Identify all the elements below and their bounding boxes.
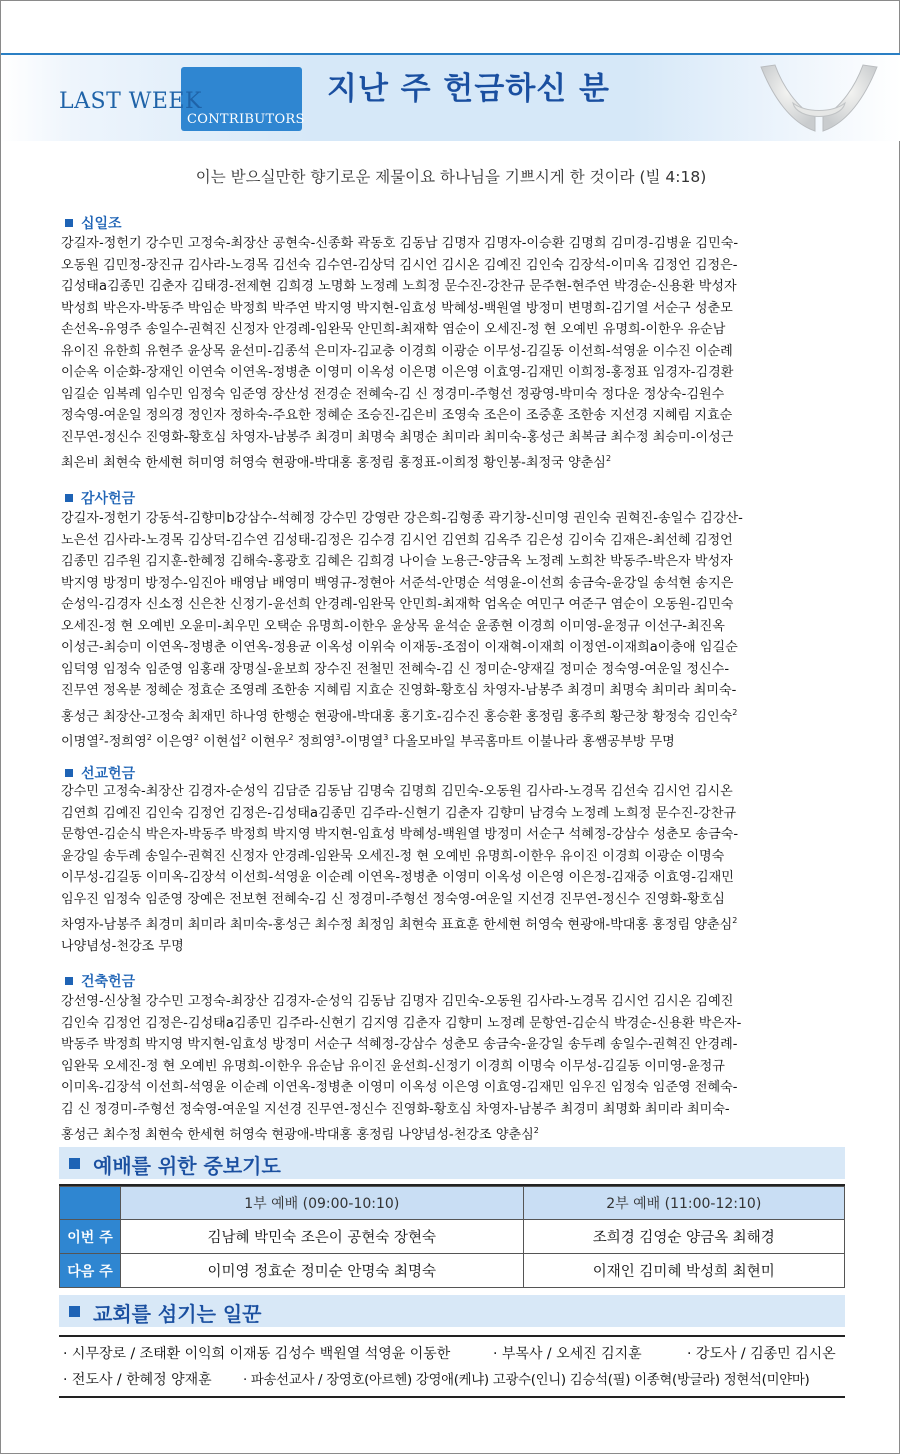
prayer-section-header <box>59 1147 845 1179</box>
name-line: 강수민 고정숙-최장산 김경자-순성익 김담준 김동남 김명숙 김명희 김민숙-오동원 김사라-노경목 김선숙 김시언 김시온 <box>61 784 733 799</box>
prayer-cell: 조희경 김영순 양금옥 최해경 <box>523 1220 844 1254</box>
name-line: 김성태a김종민 김춘자 김태경-전제현 김희경 노명화 노정례 노희정 문수진-강찬규 문주현-현주연 박경순-신용환 박성자 <box>61 279 737 294</box>
name-line: 최은비 최현숙 한세현 허미영 허영숙 현광애-박대홍 홍정림 홍정표-이희정 황인봉-최정국 양춘심$^2$ <box>61 454 612 471</box>
square-bullet-icon <box>65 977 73 985</box>
table-row <box>60 1254 845 1288</box>
name-line: 오세진-정 현 오예빈 오윤미-최우민 오택순 유명희-이한우 윤상목 윤석순 윤종현 이경희 이미영-윤정규 이선구-최진옥 <box>61 618 725 634</box>
table-row <box>60 1220 845 1254</box>
table-corner-cell <box>60 1187 121 1220</box>
prayer-cell: 김남혜 박민숙 조은이 공현숙 장현숙 <box>121 1220 524 1254</box>
tithe-names <box>61 233 851 474</box>
servants-row <box>59 1341 845 1367</box>
service2-header: 2부 예배 (11:00-12:10) <box>523 1187 844 1220</box>
name-line: 김인숙 김정언 김정은-김성태a김종민 김주라-신현기 김지영 김춘자 김향미 노정례 문항연-김순식 박경순-신용환 박은자- <box>61 1015 742 1031</box>
prayer-cell: 이재인 김미혜 박성희 최현미 <box>523 1254 844 1288</box>
name-line: 임길순 임복례 임수민 임정숙 임준영 장산성 전경순 전혜숙-김 신 정경미-주형선 정광영-박미숙 정다운 정상숙-김원수 <box>61 386 725 402</box>
square-bullet-icon <box>65 219 73 227</box>
english-label-contributors: CONTRIBUTORS <box>187 112 305 127</box>
name-line: 진무연-정신수 진영화-황호심 차영자-남봉주 최경미 최명숙 최명순 최미라 최미숙-홍성근 최복금 최수정 최승미-이성근 <box>61 429 734 445</box>
name-line: 노은선 김사라-노경목 김상덕-김수연 김성태-김정은 김수경 김시언 김연희 김옥주 김은성 김이숙 김재은-최선혜 김정언 <box>61 532 733 548</box>
name-line: 정숙영-여운일 정의경 정인자 정하숙-주요한 정혜순 조승진-김은비 조영숙 조은이 조중훈 조한송 지선경 지혜림 지효순 <box>61 408 733 423</box>
square-bullet-icon <box>69 1306 80 1317</box>
name-line: 강길자-정헌기 강동석-김향미b강삼수-석혜정 강수민 강영란 강은희-김형종 곽기창-신미영 권인숙 권혁진-송일수 김강산- <box>61 511 743 526</box>
service1-header: 1부 예배 (09:00-10:10) <box>121 1187 524 1220</box>
section-title-building: 건축헌금 <box>65 971 135 991</box>
name-line: 오동원 김민정-장진규 김사라-노경목 김선숙 김수연-김상덕 김시언 김시온 김예진 김인숙 김장석-이미옥 김정언 김정은- <box>61 257 738 273</box>
name-line: 임우진 임정숙 임준영 장예은 전보현 전혜숙-김 신 정경미-주형선 정숙영-여운일 지선경 진무연-정신수 진영화-황호심 <box>61 891 725 907</box>
square-bullet-icon <box>69 1158 80 1169</box>
servants-section-title: 교회를 섬기는 일꾼 <box>93 1302 262 1326</box>
page-title: 지난 주 헌금하신 분 <box>327 71 610 107</box>
name-line: 김 신 정경미-주형선 정숙영-여운일 지선경 진무연-정신수 진영화-황호심 차영자-남봉주 최경미 최명화 최미라 최미숙- <box>61 1101 730 1117</box>
servant-group-evangelists: · 전도사 / 한혜정 양재훈 <box>63 1372 212 1388</box>
name-line: 이미옥-김장석 이선희-석영윤 이순례 이연옥-정병춘 이영미 이옥성 이은영 이효영-김재민 임우진 임정숙 임준영 전혜숙- <box>61 1080 738 1095</box>
table-header-row <box>60 1187 845 1220</box>
name-line: 이성근-최승미 이연옥-정병춘 이연옥-정용균 이옥성 이위숙 이재동-조점이 이재혁-이재희 이정연-이재희a이충애 임길순 <box>61 640 738 655</box>
section-title-mission: 선교헌금 <box>65 763 135 783</box>
servant-group-associate-pastors: · 부목사 / 오세진 김지훈 <box>493 1346 642 1362</box>
mission-names <box>61 781 851 957</box>
servant-group-elders: · 시무장로 / 조태환 이익희 이재동 김성수 백원열 석영윤 이동한 <box>63 1346 451 1362</box>
name-line: 손선옥-유영주 송일수-권혁진 신정자 안경례-임완묵 안민희-최재학 염순이 오세진-정 현 오예빈 유명희-이한우 유순남 <box>61 322 726 337</box>
scripture-verse: 이는 받으실만한 향기로운 제물이요 하나님을 기쁘시게 한 것이라 (빌 4:18) <box>195 168 707 186</box>
prayer-cell: 이미영 정효순 정미순 안명숙 최명숙 <box>121 1254 524 1288</box>
name-line: 이순옥 이순화-장재인 이연숙 이연옥-정병춘 이영미 이옥성 이은명 이은영 이효영-김재민 이희정-홍정표 임경자-김경환 <box>61 365 734 380</box>
name-line: 문항연-김순식 박은자-박동주 박정희 박지영 박지현-임효성 박혜성-백원열 방정미 서순구 석혜정-강삼수 성춘모 송금숙- <box>61 827 739 842</box>
thanks-names <box>61 508 851 753</box>
row-label-this-week: 이번 주 <box>60 1220 121 1254</box>
name-line: 진무연 정옥분 정혜순 정효순 조영례 조한송 지혜림 지효순 진영화-황호심 차영자-남봉주 최경미 최명숙 최미라 최미숙- <box>61 683 737 698</box>
name-line: 김종민 김주원 김지훈-한혜정 김해숙-홍광호 김혜은 김희경 나이슬 노용근-양금옥 노정례 노희찬 박동주-박은자 박성자 <box>61 554 733 569</box>
square-bullet-icon <box>65 494 73 502</box>
name-line: 강선영-신상철 강수민 고정숙-최장산 김경자-순성익 김동남 김명자 김민숙-오동원 김사라-노경목 김시언 김시온 김예진 <box>61 994 734 1009</box>
open-hands-icon <box>753 57 885 139</box>
name-line: 임완묵 오세진-정 현 오예빈 유명희-이한우 유순남 유이진 윤선희-신정기 이경희 이명숙 이무성-김길동 이미영-윤정규 <box>61 1058 725 1074</box>
prayer-table <box>59 1186 845 1288</box>
name-line: 박동주 박정희 박지영 박지현-임효성 방정미 서순구 석혜정-강삼수 성춘모 송금숙-윤강일 송두례 송일수-권혁진 안경례- <box>61 1037 738 1052</box>
name-line: 윤강일 송두례 송일수-권혁진 신정자 안경례-임완묵 오세진-정 현 오예빈 유명희-이한우 유이진 이경희 이광순 이명숙 <box>61 848 725 864</box>
english-label-last-week: LAST WEEK <box>59 89 202 114</box>
name-line: 김연희 김예진 김인숙 김정언 김정은-김성태a김종민 김주라-신현기 김춘자 김향미 남경숙 노정례 노희정 문수진-강찬규 <box>61 805 737 821</box>
name-line: 박지영 방정미 방정수-임진아 배영남 배영미 백영규-정현아 서준석-안명순 석영윤-이선희 송금숙-윤강일 송석현 송지은 <box>61 575 734 591</box>
name-line: 임덕영 임정숙 임준영 임홍래 장명실-윤보희 장수진 전철민 전혜숙-김 신 정미순-양재길 정미순 정숙영-여운일 정신수- <box>61 661 730 677</box>
servant-group-preachers: · 강도사 / 김종민 김시온 <box>687 1346 836 1362</box>
name-line: 순성익-김경자 신소정 신은찬 신정기-윤선희 안경례-임완묵 안민희-최재학 엄옥순 여민구 여준구 염순이 오동원-김민숙 <box>61 597 734 612</box>
name-line: 이명열$^2$-정희영$^2$ 이은영$^2$ 이현섭$^2$ 이현우$^2$ 정희영$^3$-이명열$^3$ 다올모바일 부곡홈마트 이불나라 홍쌤공부방 무명 <box>61 733 675 750</box>
prayer-section-title: 예배를 위한 중보기도 <box>93 1154 281 1178</box>
name-line: 이무성-김길동 이미옥-김장석 이선희-석영윤 이순례 이연옥-정병춘 이영미 이옥성 이은영 이은정-김재중 이효영-김재민 <box>61 870 734 885</box>
section-title-thanks: 감사헌금 <box>65 488 135 508</box>
section-title-tithe: 십일조 <box>65 213 122 233</box>
name-line: 유이진 유한희 유현주 윤상목 윤선미-김종석 은미자-김교충 이경희 이광순 이무성-김길동 이선희-석영윤 이수진 이순례 <box>61 343 733 359</box>
name-line: 강길자-정헌기 강수민 고정숙-최장산 공현숙-신종화 곽동호 김동남 김명자 김명자-이승환 김명희 김미경-김병윤 김민숙- <box>61 236 739 251</box>
building-names <box>61 991 851 1146</box>
row-label-next-week: 다음 주 <box>60 1254 121 1288</box>
servant-group-missionaries: · 파송선교사 / 장영호(아르헨) 강영애(케냐) 고광수(인니) 김승석(필) 이종혁(방글라) 정현석(미얀마) <box>243 1373 810 1388</box>
name-line: 나양념성-천강조 무명 <box>61 938 184 954</box>
name-line: 박성희 박은자-박동주 박임순 박정희 박주연 박지영 박지현-임효성 박혜성-백원열 방정미 변명희-김기열 서순구 성춘모 <box>61 300 733 316</box>
name-line: 홍성근 최수정 최현숙 한세현 허영숙 현광애-박대홍 홍정림 나양념성-천강조 양춘심$^2$ <box>61 1126 539 1143</box>
square-bullet-icon <box>65 769 73 777</box>
name-line: 홍성근 최장산-고정숙 최재민 하나영 한행순 현광애-박대홍 홍기호-김수진 홍승환 홍정림 홍주희 황근창 황정숙 김인숙$^2$ <box>61 707 738 724</box>
servants-row <box>59 1367 845 1394</box>
name-line: 차영자-남봉주 최경미 최미라 최미숙-홍성근 최수정 최정임 최현숙 표효훈 한세현 허영숙 현광애-박대홍 홍정림 양춘심$^2$ <box>61 916 738 933</box>
servants-section-header <box>59 1295 845 1327</box>
servants-list <box>59 1335 845 1398</box>
